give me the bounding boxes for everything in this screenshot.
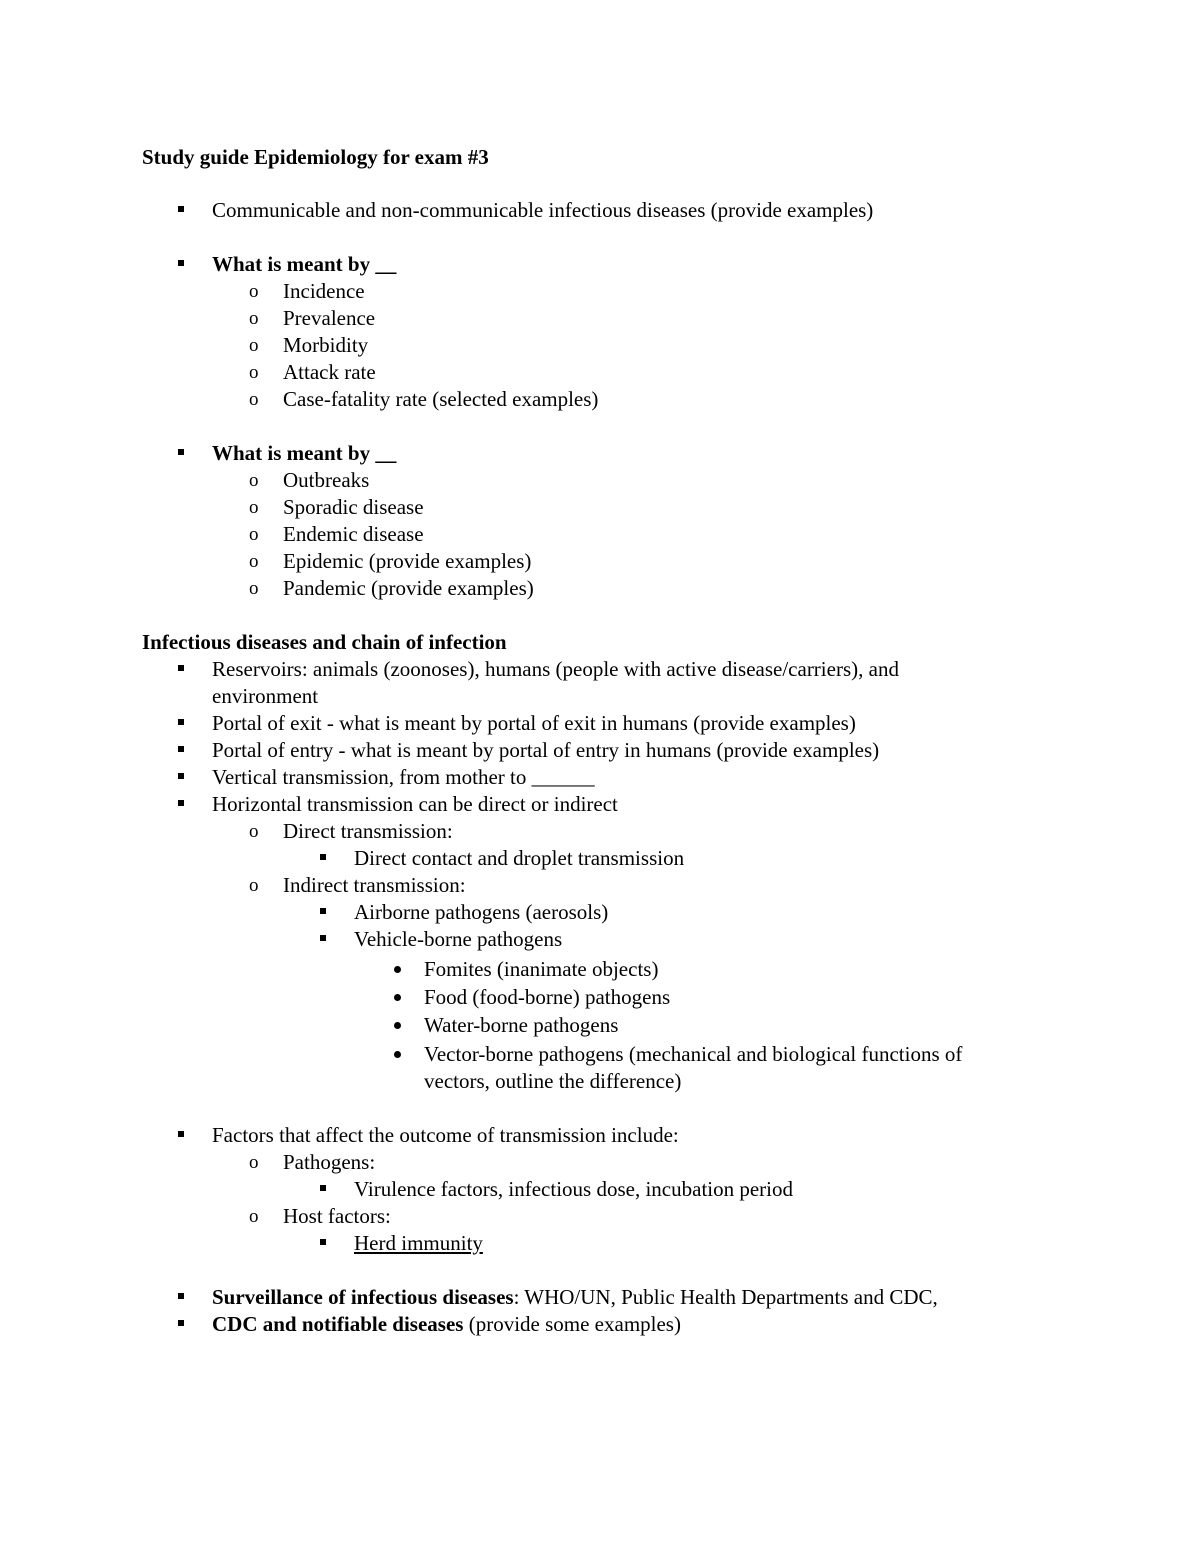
list-item: Portal of exit - what is meant by portal of exit in humans (provide examples) xyxy=(212,711,856,735)
square-bullet-icon xyxy=(178,773,184,779)
list-item: Food (food-borne) pathogens xyxy=(424,985,671,1009)
circle-bullet-icon: o xyxy=(249,1152,259,1173)
square-bullet-icon xyxy=(178,1320,184,1326)
circle-bullet-icon: o xyxy=(249,281,259,302)
list-item: Vertical transmission, from mother to ______ xyxy=(212,765,595,789)
list-item: Case-fatality rate (selected examples) xyxy=(283,387,599,411)
square-bullet-icon xyxy=(320,1239,326,1245)
circle-bullet-icon: o xyxy=(249,551,259,572)
list-item: Vector-borne pathogens (mechanical and biological functions of xyxy=(424,1042,963,1066)
list-item: Outbreaks xyxy=(283,468,370,492)
list-item: Host factors: xyxy=(283,1204,391,1228)
round-bullet-icon xyxy=(394,994,401,1001)
list-item: Communicable and non-communicable infectious diseases (provide examples) xyxy=(212,198,874,222)
cdc-label: CDC and notifiable diseases xyxy=(212,1312,464,1336)
list-item: Factors that affect the outcome of transmission include: xyxy=(212,1123,679,1147)
square-bullet-icon xyxy=(320,854,326,860)
square-bullet-icon xyxy=(178,449,184,455)
surveillance-label: Surveillance of infectious diseases xyxy=(212,1285,514,1309)
document-title: Study guide Epidemiology for exam #3 xyxy=(142,145,489,169)
list-item: Attack rate xyxy=(283,360,376,384)
circle-bullet-icon: o xyxy=(249,389,259,410)
circle-bullet-icon: o xyxy=(249,470,259,491)
round-bullet-icon xyxy=(394,1051,401,1058)
list-item: Sporadic disease xyxy=(283,495,424,519)
list-item xyxy=(212,1284,938,1311)
round-bullet-icon xyxy=(394,966,401,973)
circle-bullet-icon: o xyxy=(249,308,259,329)
section-heading: Infectious diseases and chain of infection xyxy=(142,630,507,654)
list-item: Incidence xyxy=(283,279,365,303)
list-item: Direct transmission: xyxy=(283,819,453,843)
circle-bullet-icon: o xyxy=(249,524,259,545)
list-item: Airborne pathogens (aerosols) xyxy=(354,900,609,924)
square-bullet-icon xyxy=(178,1293,184,1299)
list-item: Portal of entry - what is meant by portal of entry in humans (provide examples) xyxy=(212,738,880,762)
list-item: Herd immunity xyxy=(354,1231,483,1255)
circle-bullet-icon: o xyxy=(249,875,259,896)
list-item: Virulence factors, infectious dose, incubation period xyxy=(354,1177,794,1201)
list-item: Fomites (inanimate objects) xyxy=(424,957,659,981)
list-item-continuation: environment xyxy=(212,684,319,708)
list-item: Reservoirs: animals (zoonoses), humans (people with active disease/carriers), and xyxy=(212,657,899,681)
square-bullet-icon xyxy=(178,1131,184,1137)
list-item: Water-borne pathogens xyxy=(424,1013,619,1037)
list-item: Indirect transmission: xyxy=(283,873,466,897)
circle-bullet-icon: o xyxy=(249,821,259,842)
list-item xyxy=(212,1311,681,1338)
list-item: Morbidity xyxy=(283,333,369,357)
surveillance-text: : WHO/UN, Public Health Departments and CDC, xyxy=(513,1285,938,1309)
square-bullet-icon xyxy=(320,908,326,914)
circle-bullet-icon: o xyxy=(249,578,259,599)
section-heading: What is meant by __ xyxy=(212,252,397,276)
list-item: Endemic disease xyxy=(283,522,424,546)
square-bullet-icon xyxy=(178,746,184,752)
list-item: Direct contact and droplet transmission xyxy=(354,846,685,870)
circle-bullet-icon: o xyxy=(249,1206,259,1227)
list-item: Prevalence xyxy=(283,306,376,330)
list-item: Pathogens: xyxy=(283,1150,376,1174)
round-bullet-icon xyxy=(394,1022,401,1029)
list-item: Epidemic (provide examples) xyxy=(283,549,532,573)
circle-bullet-icon: o xyxy=(249,362,259,383)
circle-bullet-icon: o xyxy=(249,335,259,356)
square-bullet-icon xyxy=(320,935,326,941)
square-bullet-icon xyxy=(178,719,184,725)
list-item: Horizontal transmission can be direct or indirect xyxy=(212,792,618,816)
square-bullet-icon xyxy=(178,260,184,266)
section-heading: What is meant by __ xyxy=(212,441,397,465)
circle-bullet-icon: o xyxy=(249,497,259,518)
list-item: Pandemic (provide examples) xyxy=(283,576,534,600)
cdc-text: (provide some examples) xyxy=(463,1312,681,1336)
square-bullet-icon xyxy=(178,665,184,671)
square-bullet-icon xyxy=(320,1185,326,1191)
list-item: Vehicle-borne pathogens xyxy=(354,927,563,951)
square-bullet-icon xyxy=(178,206,184,212)
square-bullet-icon xyxy=(178,800,184,806)
list-item-continuation: vectors, outline the difference) xyxy=(424,1069,682,1093)
